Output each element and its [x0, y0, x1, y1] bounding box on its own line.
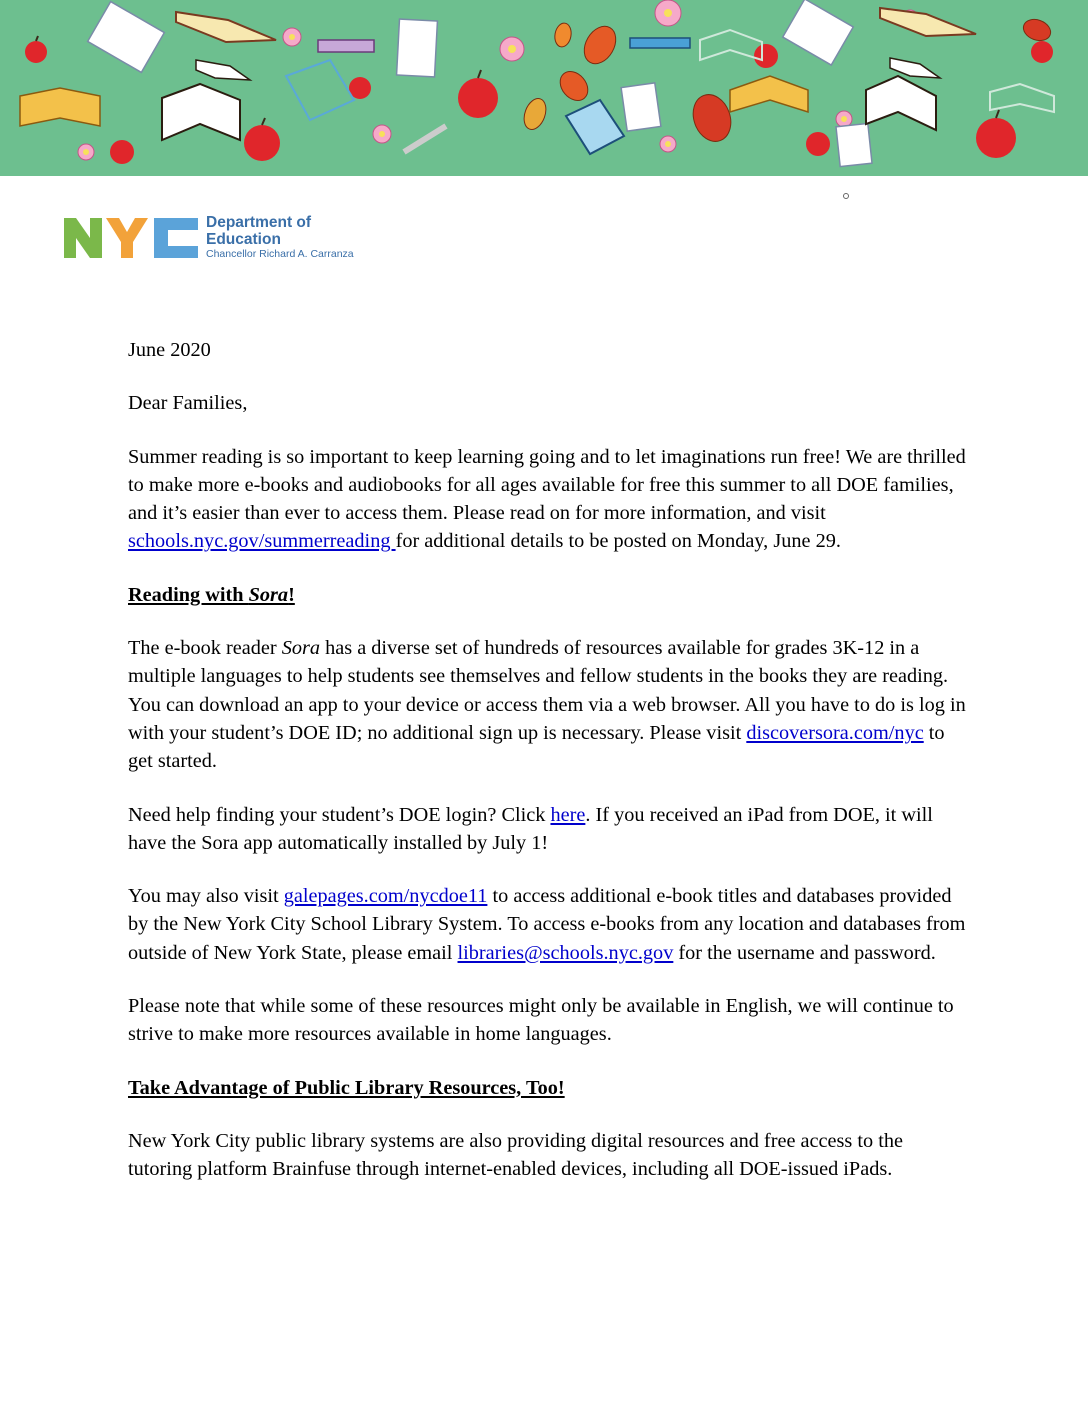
sora-heading [128, 581, 968, 609]
book-pattern-illustration [0, 0, 1088, 176]
login-help-link[interactable]: here [550, 803, 586, 826]
sora-heading-suffix: ! [288, 583, 295, 606]
logo-line-2: Education [206, 231, 281, 248]
public-library-heading: Take Advantage of Public Library Resources, Too! [128, 1076, 565, 1099]
gale-text-1: You may also visit [128, 885, 284, 908]
sora-text-2: has a diverse set of hundreds of resources available for grades 3K-12 in a multiple languages to help students see themselves and fellow students in the books they are reading. You can download an app to your device or access them via a web browser. All you have to do is log in with your student’s DOE ID; no additional sign up is necessary. Please visit [128, 637, 966, 744]
decorative-banner [0, 0, 1088, 176]
login-text-2: . If you received an iPad from DOE, it will have the Sora app automatically installed by July 1! [128, 803, 933, 854]
doe-wordmark [206, 214, 354, 261]
sora-paragraph [128, 634, 968, 775]
book-icon [20, 8, 1054, 154]
languages-note-paragraph: Please note that while some of these resources might only be available in English, we will continue to strive to make more resources available in home languages. [128, 995, 954, 1046]
logo-line-1: Department of [206, 214, 312, 231]
galepages-link[interactable]: galepages.com/nycdoe11 [283, 885, 488, 908]
sora-text-3: to get started. [128, 721, 945, 773]
letter-body [128, 336, 968, 1209]
sora-heading-italic: Sora [248, 583, 289, 606]
galepages-paragraph [128, 882, 968, 967]
discoversora-link[interactable]: discoversora.com/nyc [746, 721, 924, 744]
gale-text-3: for the username and password. [673, 941, 936, 964]
login-text-1: Need help finding your student’s DOE login? Click [128, 803, 551, 826]
libraries-email-link[interactable]: libraries@schools.nyc.gov [457, 941, 674, 964]
intro-text-1: Summer reading is so important to keep learning going and to let imaginations run free! We are thrilled to make more e-books and audiobooks for all ages available for free this summer to all DOE families, and it’s easier than ever to access them. Please read on for more information, and visit [128, 445, 966, 525]
letter-date: June 2020 [128, 339, 211, 361]
intro-paragraph [128, 443, 968, 556]
public-library-paragraph: New York City public library systems are also providing digital resources and free access to the tutoring platform Brainfuse through internet-enabled devices, including all DOE-issued iPads. [128, 1129, 904, 1181]
sora-heading-prefix: Reading with [128, 583, 249, 606]
salutation: Dear Families, [128, 392, 248, 415]
decorative-dot [843, 193, 849, 199]
sora-text-1: The e-book reader [128, 637, 282, 660]
sora-italic: Sora [281, 637, 321, 660]
summer-reading-link[interactable]: schools.nyc.gov/summerreading [128, 530, 396, 553]
intro-text-2: for additional details to be posted on Monday, June 29. [395, 530, 841, 553]
logo-line-3: Chancellor Richard A. Carranza [206, 248, 354, 260]
gale-text-2: to access additional e-book titles and databases provided by the New York City School Library System. To access e-books from any location and databases from outside of New York State, please email [128, 885, 966, 964]
login-help-paragraph [128, 801, 968, 858]
